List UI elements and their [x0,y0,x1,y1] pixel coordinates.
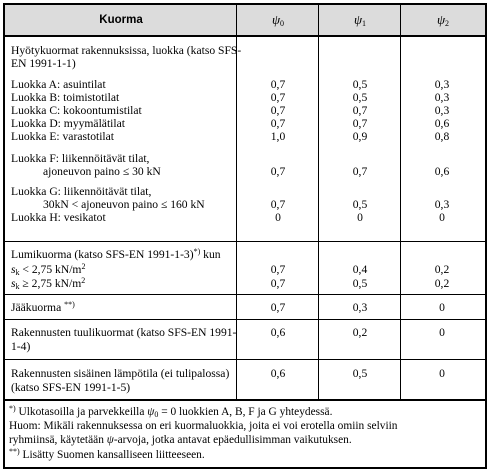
cell-psi0: 0,7 [270,78,286,91]
cell-psi0: 0,7 [270,301,286,314]
load-factor-table [3,3,487,469]
row-label-f-line2: ajoneuvon paino ≤ 30 kN [43,165,161,178]
header-kuorma: Kuorma [99,14,143,26]
cell-psi1: 0,9 [352,130,368,143]
cell-psi0: 1,0 [270,130,286,143]
cell-psi2: 0,2 [434,263,450,276]
row-label-a: Luokka A: asuintilat [11,78,106,91]
wind-label-line2: 1-4) [11,340,31,353]
snow-row-b-label: $s_k \ge 2,75$ $kN/m^2$ [11,276,86,291]
cell-psi2: 0,6 [434,165,450,178]
row-divider [5,294,485,295]
cell-psi2: 0,8 [434,130,450,143]
row-divider [5,241,485,242]
section-title-line1: Hyötykuormat rakennuksissa, luokka (katso SFS- [11,44,242,57]
snow-title: Lumikuorma (katso SFS-EN 1991-1-3)*) kun [11,247,221,261]
cell-psi2: 0 [439,367,445,380]
cell-psi0: 0,6 [270,367,286,380]
cell-psi2: 0 [439,301,445,314]
cell-psi1: 0,5 [352,198,368,211]
row-label-h: Luokka H: vesikatot [11,211,106,224]
cell-psi0: 0,7 [270,91,286,104]
snow-row-a-label: $s_k < 2,75$ $kN/m^2$ [11,262,86,277]
section-title-line2: EN 1991-1-1) [11,57,76,70]
cell-psi2: 0 [439,211,445,224]
cell-psi1: 0,3 [352,301,368,314]
table-header [5,5,485,37]
cell-psi2: 0,3 [434,91,450,104]
wind-label-line1: Rakennusten tuulikuormat (katso SFS-EN 1991- [11,326,237,339]
cell-psi1: 0,2 [352,326,368,339]
row-label-e: Luokka E: varastotilat [11,130,115,143]
temp-label-line2: (katso SFS-EN 1991-1-5) [11,381,131,394]
cell-psi1: 0,5 [352,78,368,91]
row-label-c: Luokka C: kokoontumistilat [11,104,142,117]
cell-psi2: 0,3 [434,198,450,211]
row-divider [5,359,485,360]
cell-psi1: 0,4 [352,263,368,276]
footnote-3: **) Lisätty Suomen kansalliseen liitteeseen. [9,447,205,461]
cell-psi0: 0,7 [270,165,286,178]
cell-psi0: 0,7 [270,263,286,276]
row-label-g-line1: Luokka G: liikennöitävät tilat, [11,185,152,198]
footnote-2-line1: Huom: Mikäli rakennuksessa on eri kuormaluokkia, joita ei voi erotella omiin selviin [9,420,398,432]
cell-psi2: 0,3 [434,78,450,91]
cell-psi0: 0,7 [270,277,286,290]
cell-psi1: 0,7 [352,117,368,130]
header-psi1: $\psi_1$ [353,12,367,28]
cell-psi0: 0 [275,211,281,224]
row-label-d: Luokka D: myymälätilat [11,117,125,130]
row-label-g-line2: 30kN < ajoneuvon paino ≤ 160 kN [43,198,205,211]
row-divider [5,319,485,320]
cell-psi1: 0,5 [352,367,368,380]
footnote-2-line2: ryhmiinsä, käytetään ψ-arvoja, jotka antavat epäedullisimman vaikutuksen. [9,434,352,446]
cell-psi2: 0 [439,326,445,339]
cell-psi0: 0,7 [270,198,286,211]
header-psi0: $\psi_0$ [271,12,285,28]
cell-psi0: 0,7 [270,117,286,130]
cell-psi2: 0,3 [434,104,450,117]
row-label-b: Luokka B: toimistotilat [11,91,120,104]
cell-psi1: 0 [357,211,363,224]
cell-psi1: 0,7 [352,165,368,178]
header-psi2: $\psi_2$ [436,12,450,28]
cell-psi2: 0,6 [434,117,450,130]
footnote-1: *) Ulkotasoilla ja parvekkeilla $\psi_0 = 0$ luokkien A, B, F ja G yhteydessä. [9,404,333,419]
temp-label-line1: Rakennusten sisäinen lämpötila (ei tulipalossa) [11,367,230,380]
ice-label: Jääkuorma **) [11,300,75,314]
cell-psi1: 0,5 [352,91,368,104]
row-label-f-line1: Luokka F: liikennöitävät tilat, [11,152,150,165]
cell-psi1: 0,7 [352,104,368,117]
cell-psi0: 0,6 [270,326,286,339]
cell-psi0: 0,7 [270,104,286,117]
table-bottom-line [5,399,485,401]
cell-psi2: 0,2 [434,277,450,290]
cell-psi1: 0,5 [352,277,368,290]
